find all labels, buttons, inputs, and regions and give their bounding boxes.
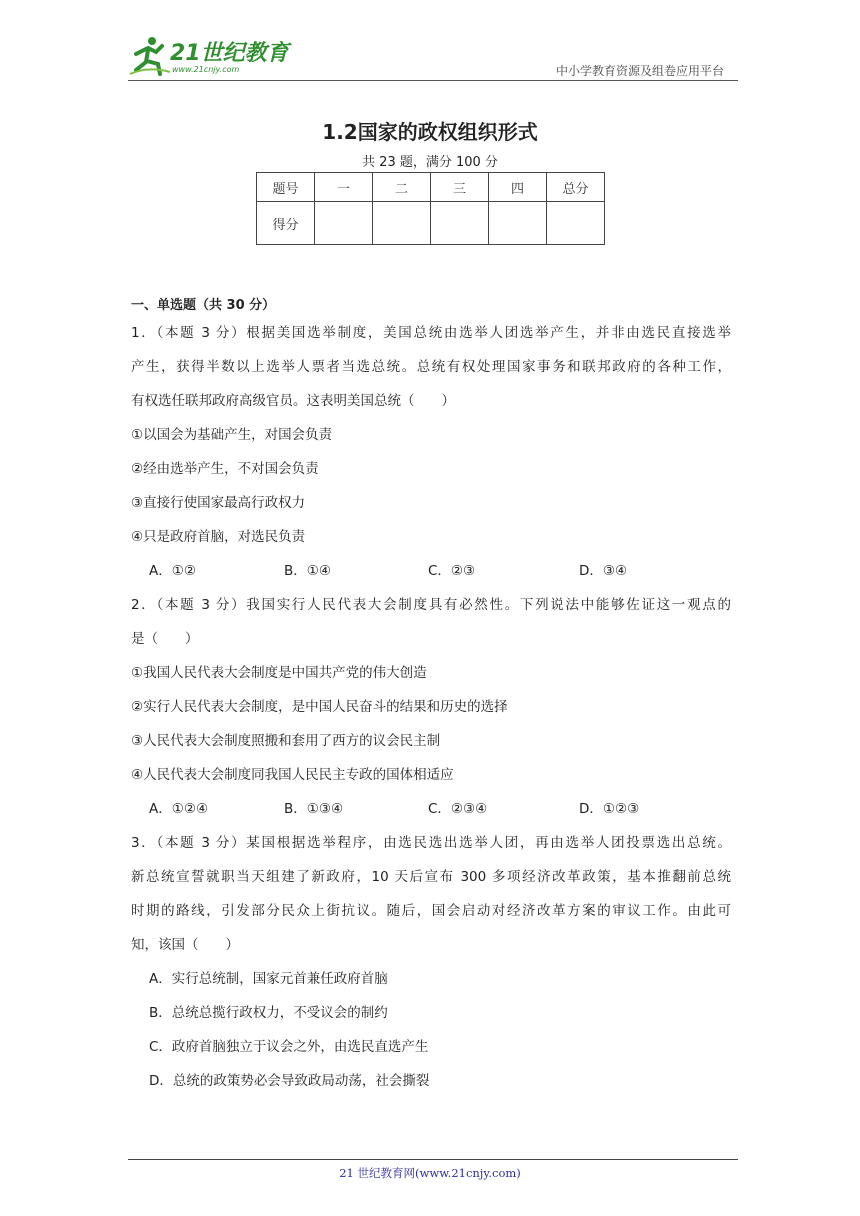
question-text: 2．（本题 3 分）我国实行人民代表大会制度具有必然性。下列说法中能够佐证这一观点的 — [131, 597, 731, 613]
statement-item: ③直接行使国家最高行政权力 — [131, 495, 306, 511]
question-text: 3．（本题 3 分）某国根据选举程序，由选民选出选举人团，再由选举人团投票选出总统。 — [131, 835, 731, 851]
question-text: 1．（本题 3 分）根据美国选举制度，美国总统由选举人团选举产生，并非由选民直接选举 — [131, 325, 731, 341]
option-d[interactable]: D．总统的政策势必会导致政局动荡，社会撕裂 — [149, 1073, 430, 1089]
score-table-cell: 题号 — [257, 173, 315, 202]
runner-icon — [128, 34, 172, 78]
option-b[interactable]: B．①④ — [284, 563, 331, 579]
score-input-cell[interactable] — [431, 202, 489, 245]
score-table-cell: 四 — [489, 173, 547, 202]
option-b[interactable]: B．①③④ — [284, 801, 344, 817]
logo-brand: 21世纪教育 — [170, 41, 289, 66]
question-text: 新总统宣誓就职当天组建了新政府，10 天后宣布 300 多项经济改革政策，基本推翻前总统 — [131, 869, 731, 885]
score-input-cell[interactable] — [489, 202, 547, 245]
option-c[interactable]: C．政府首脑独立于议会之外，由选民直选产生 — [149, 1039, 429, 1055]
platform-name: 中小学教育资源及组卷应用平台 — [555, 64, 724, 78]
score-table-header-row — [257, 173, 605, 202]
question-text: 有权选任联邦政府高级官员。这表明美国总统（ ） — [131, 393, 455, 409]
answer-options — [131, 792, 731, 826]
option-c[interactable]: C．②③ — [428, 563, 476, 579]
option-a[interactable]: A．①②④ — [149, 801, 209, 817]
section-title: 一、单选题（共 30 分） — [131, 298, 276, 313]
statement-item: ①以国会为基础产生，对国会负责 — [131, 427, 333, 443]
page-title: 1.2国家的政权组织形式 — [322, 120, 538, 144]
option-b[interactable]: B．总统总揽行政权力，不受议会的制约 — [149, 1005, 388, 1021]
score-table — [256, 172, 605, 245]
footer-link[interactable]: 21 世纪教育网(www.21cnjy.com) — [339, 1166, 521, 1180]
statement-item: ④只是政府首脑，对选民负责 — [131, 529, 306, 545]
option-a[interactable]: A．①② — [149, 563, 196, 579]
page-subtitle: 共 23 题，满分 100 分 — [362, 155, 498, 170]
footer-divider — [128, 1159, 738, 1160]
header-divider — [128, 80, 738, 81]
score-table-cell: 一 — [315, 173, 373, 202]
score-input-cell[interactable] — [315, 202, 373, 245]
answer-options — [131, 554, 731, 588]
statement-item: ②实行人民代表大会制度，是中国人民奋斗的结果和历史的选择 — [131, 699, 508, 715]
page-header — [128, 30, 738, 80]
score-input-cell[interactable] — [373, 202, 431, 245]
score-table-cell: 二 — [373, 173, 431, 202]
question-text: 时期的路线，引发部分民众上街抗议。随后，国会启动对经济改革方案的审议工作。由此可 — [131, 903, 731, 919]
score-table-cell: 三 — [431, 173, 489, 202]
question-text: 产生，获得半数以上选举人票者当选总统。总统有权处理国家事务和联邦政府的各种工作， — [131, 359, 731, 375]
option-a[interactable]: A．实行总统制，国家元首兼任政府首脑 — [149, 971, 388, 987]
score-table-cell: 总分 — [547, 173, 605, 202]
statement-item: ③人民代表大会制度照搬和套用了西方的议会民主制 — [131, 733, 441, 749]
statement-item: ①我国人民代表大会制度是中国共产党的伟大创造 — [131, 665, 427, 681]
logo-url: www.21cnjy.com — [172, 65, 240, 74]
option-d[interactable]: D．③④ — [579, 563, 628, 579]
score-table-cell: 得分 — [257, 202, 315, 245]
statement-item: ④人民代表大会制度同我国人民民主专政的国体相适应 — [131, 767, 454, 783]
questions — [131, 316, 731, 1098]
option-d[interactable]: D．①②③ — [579, 801, 640, 817]
score-input-cell[interactable] — [547, 202, 605, 245]
statement-item: ②经由选举产生，不对国会负责 — [131, 461, 319, 477]
question-text: 知，该国（ ） — [131, 937, 239, 953]
question-text: 是（ ） — [131, 631, 199, 647]
score-table-score-row — [257, 202, 605, 245]
logo — [128, 34, 298, 78]
option-c[interactable]: C．②③④ — [428, 801, 488, 817]
